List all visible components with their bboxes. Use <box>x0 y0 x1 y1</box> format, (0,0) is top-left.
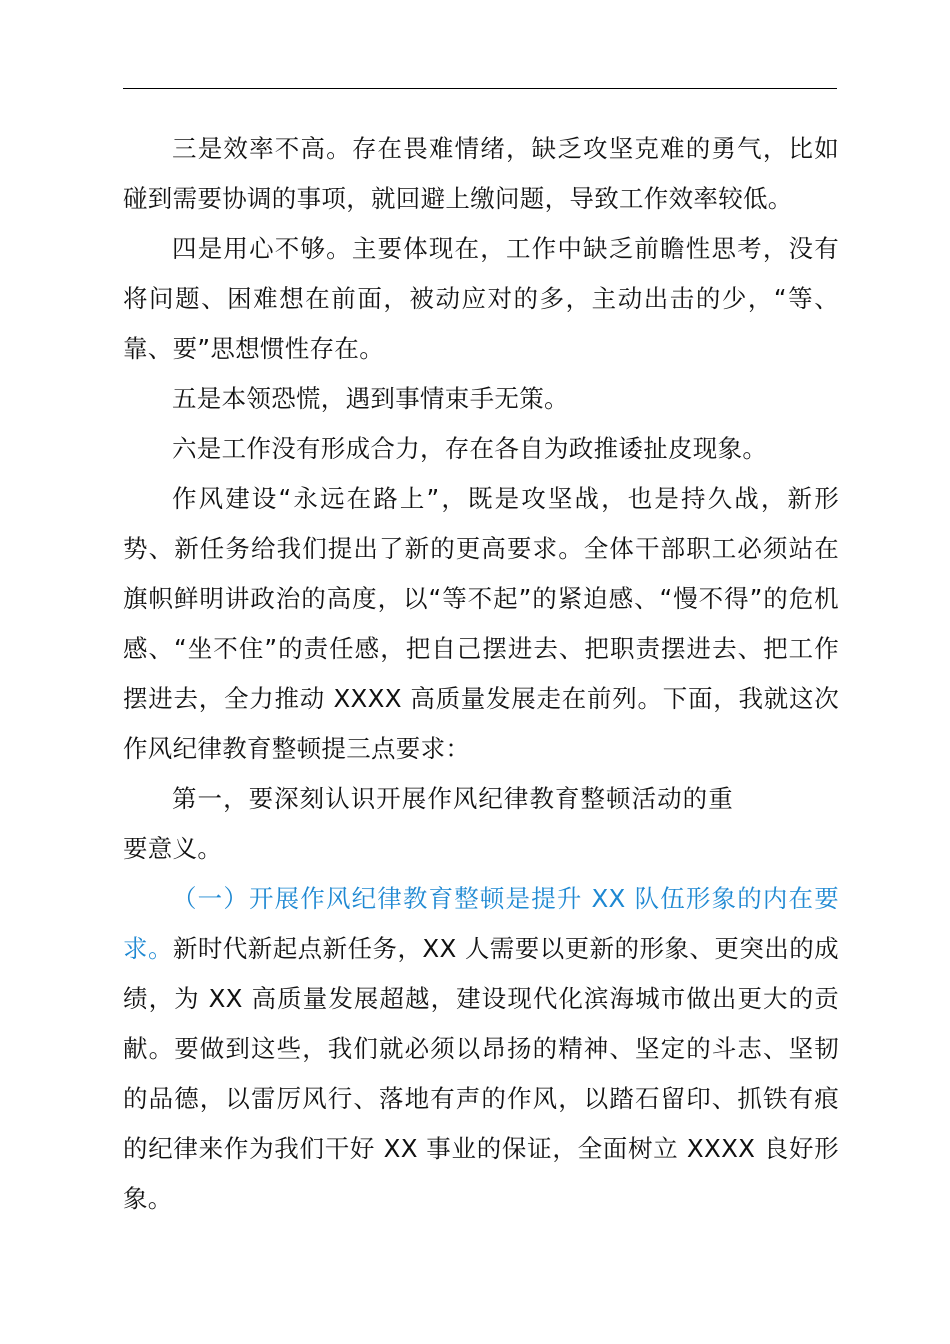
document-body <box>123 124 839 1224</box>
paragraph-subsection-one <box>123 874 839 1224</box>
section-heading-first: 第一，要深刻认识开展作风纪律教育整顿活动的重要意义。 <box>123 784 733 863</box>
subsection-body: 新时代新起点新任务，XX 人需要以更新的形象、更突出的成绩，为 XX 高质量发展超越，建设现代化滨海城市做出更大的贡献。要做到这些，我们就必须以昂扬的精神、坚定的斗志、坚韧的品德，以雷厉风行、落地有声的作风，以踏石留印、抓铁有痕的纪律来作为我们干好 XX 事业的保证，全面树立 XXXX 良好形象。 <box>123 934 839 1213</box>
paragraph-efficiency: 三是效率不高。存在畏难情绪，缺乏攻坚克难的勇气，比如碰到需要协调的事项，就回避上缴问题，导致工作效率较低。 <box>123 134 839 213</box>
paragraph-dedication: 四是用心不够。主要体现在，工作中缺乏前瞻性思考，没有将问题、困难想在前面，被动应对的多，主动出击的少，“等、靠、要”思想惯性存在。 <box>123 234 839 363</box>
paragraph-cooperation: 六是工作没有形成合力，存在各自为政推诿扯皮现象。 <box>172 434 768 463</box>
paragraph-capability: 五是本领恐慌，遇到事情束手无策。 <box>172 384 569 413</box>
paragraph-work-style: 作风建设“永远在路上”，既是攻坚战，也是持久战，新形势、新任务给我们提出了新的更高要求。全体干部职工必须站在旗帜鲜明讲政治的高度，以“等不起”的紧迫感、“慢不得”的危机感、“坐不住”的责任感，把自己摆进去、把职责摆进去、把工作摆进去，全力推动 XXXX 高质量发展走在前列。下面，我就这次作风纪律教育整顿提三点要求： <box>123 484 839 763</box>
header-rule <box>123 88 837 89</box>
subsection-heading-highlight: （一）开展作风纪律教育整顿是提升 XX 队伍形象的内在要求。 <box>123 884 839 963</box>
